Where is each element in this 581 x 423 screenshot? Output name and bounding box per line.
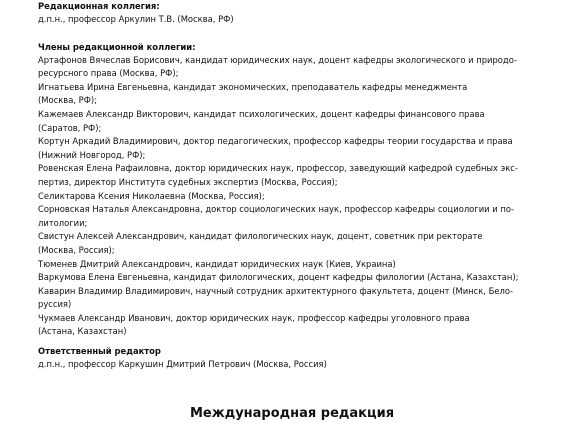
member-line: Артафонов Вячеслав Борисович, кандидат юридических наук, доцент кафедры экологического и природо-	[38, 54, 517, 65]
member-line: (Нижний Новгород, РФ);	[38, 149, 146, 160]
editorial-board-heading: Редакционная коллегия:	[38, 1, 160, 11]
member-line: Кортун Аркадий Владимирович, доктор педагогических, профессор кафедры теории государства и права	[38, 136, 513, 147]
responsible-editor-heading: Ответственный редактор	[38, 346, 161, 357]
member-line: литологии;	[38, 217, 88, 228]
member-line: (Москва, РФ);	[38, 95, 98, 106]
editorial-board-chairman: д.п.н., профессор Аркулин Т.В. (Москва, РФ)	[38, 14, 234, 24]
member-line: Кажемаев Александр Викторович, кандидат психологических, доцент кафедры финансового права	[38, 108, 485, 119]
member-line: ресурсного права (Москва, РФ);	[38, 68, 179, 79]
member-line: (Москва, Россия);	[38, 244, 115, 255]
member-line: Свистун Алексей Александрович, кандидат филологических наук, доцент, советник при ректорате	[38, 231, 483, 242]
section-gap	[38, 27, 558, 41]
member-line: Сорновская Наталья Александровна, доктор социологических наук, профессор кафедры социологии и по-	[38, 204, 514, 215]
member-line: (Саратов, РФ);	[38, 122, 102, 133]
member-line: Чукмаев Александр Иванович, доктор юридических наук, профессор кафедры уголовного права	[38, 312, 470, 323]
members-heading: Члены редакционной коллегии:	[38, 41, 196, 52]
responsible-editor-name: д.п.н., профессор Каркушин Дмитрий Петрович (Москва, Россия)	[38, 359, 327, 370]
document-body	[38, 0, 558, 372]
international-editorial-heading: Международная редакция	[190, 406, 395, 421]
member-line: (Астана, Казахстан)	[38, 326, 127, 337]
member-line: Ровенская Елена Рафаиловна, доктор юридических наук, профессор, заведующий кафедрой судебных экс-	[38, 163, 518, 174]
member-line: пертиз, директор Института судебных экспертиз (Москва, Россия);	[38, 176, 338, 187]
member-line: Каварин Владимир Владимирович, научный сотрудник архитектурного факультета, доцент (Минск, Бело-	[38, 285, 513, 296]
member-line: Варкумова Елена Евгеньевна, кандидат филологических, доцент кафедры филологии (Астана, Казахстан);	[38, 272, 519, 283]
member-line: руссия)	[38, 299, 72, 310]
member-line: Тюменев Дмитрий Александрович, кандидат юридических наук (Киев, Украина)	[38, 258, 396, 269]
member-line: Игнатьева Ирина Евгеньевна, кандидат экономических, преподаватель кафедры менеджмента	[38, 81, 468, 92]
member-line: Селиктарова Ксения Николаевна (Москва, Россия);	[38, 190, 265, 201]
